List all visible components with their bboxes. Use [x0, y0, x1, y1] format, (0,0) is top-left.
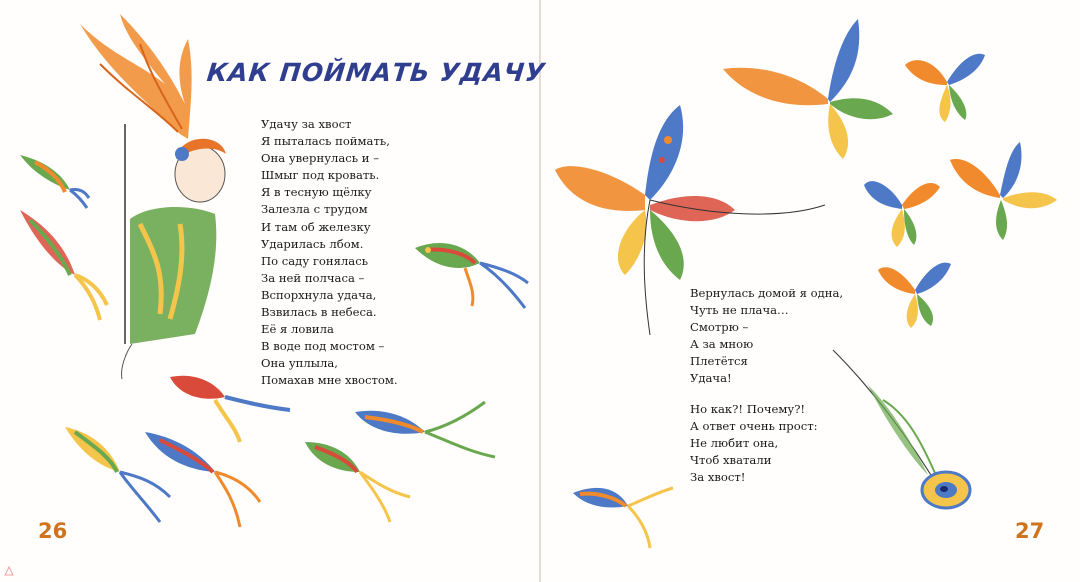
poem-line: И там об железку — [261, 219, 371, 234]
fish-school-illustration — [65, 362, 505, 532]
poem-line: Не любит она, — [690, 436, 779, 451]
poem-line: За хвост! — [690, 470, 746, 485]
butterfly-middle-right-illustration — [945, 140, 1060, 245]
poem-line: За ней полчаса – — [261, 270, 365, 285]
poem-title: КАК ПОЙМАТЬ УДАЧУ — [205, 58, 547, 87]
poem-line: Шмыг под кровать. — [261, 168, 380, 183]
poem-line: Плетётся — [690, 354, 748, 369]
poem-line: Я в тесную щёлку — [261, 185, 372, 200]
corner-triangle-icon — [4, 566, 14, 576]
butterfly-small-top-right-illustration — [905, 40, 990, 125]
poem-line: А за мною — [690, 337, 754, 352]
page-number-right: 27 — [1015, 519, 1045, 543]
fish-illustration-right-bottom — [568, 478, 683, 553]
poem-line: Смотрю – — [690, 320, 749, 335]
peacock-feather-illustration — [828, 345, 978, 525]
poem-line: Вернулась домой я одна, — [690, 286, 844, 300]
poem-line: Я пыталась поймать, — [261, 134, 390, 149]
poem-line: Взвилась в небеса. — [261, 305, 377, 320]
butterfly-bottom-illustration — [875, 250, 955, 330]
poem-line: Вспорхнула удача, — [261, 287, 377, 302]
page-gutter — [539, 0, 541, 582]
poem-line: Удачу за хвост — [261, 117, 352, 131]
poem-line: В воде под мостом – — [261, 339, 385, 354]
poem-line: Чуть не плача… — [690, 303, 789, 318]
poem-line: Залезла с трудом — [261, 202, 368, 217]
butterfly-middle-left-illustration — [862, 165, 942, 250]
girl-illustration — [70, 14, 240, 384]
poem-line: Она уплыла, — [261, 356, 338, 371]
poem-line: А ответ очень прост: — [690, 419, 818, 434]
poem-line: Ударилась лбом. — [261, 236, 364, 251]
poem-line: Удача! — [690, 371, 732, 386]
poem-left-stanza — [261, 116, 398, 390]
poem-line: Но как?! Почему?! — [690, 402, 806, 416]
poem-line: По саду гонялась — [261, 253, 369, 268]
poem-line: Помахав мне хвостом. — [261, 373, 398, 388]
fish-illustration-center — [410, 238, 530, 313]
poem-line: Чтоб хватали — [690, 453, 772, 468]
poem-line: Её я ловила — [261, 322, 334, 337]
page-number-left: 26 — [38, 519, 68, 543]
fish-illustration-left-middle — [15, 205, 110, 325]
poem-line: Она увернулась и – — [261, 151, 379, 166]
butterfly-top-illustration — [718, 14, 908, 164]
poem-right-stanza-2 — [690, 401, 818, 486]
poem-right-stanza-1 — [690, 285, 843, 388]
fish-illustration-left-top — [15, 150, 90, 210]
